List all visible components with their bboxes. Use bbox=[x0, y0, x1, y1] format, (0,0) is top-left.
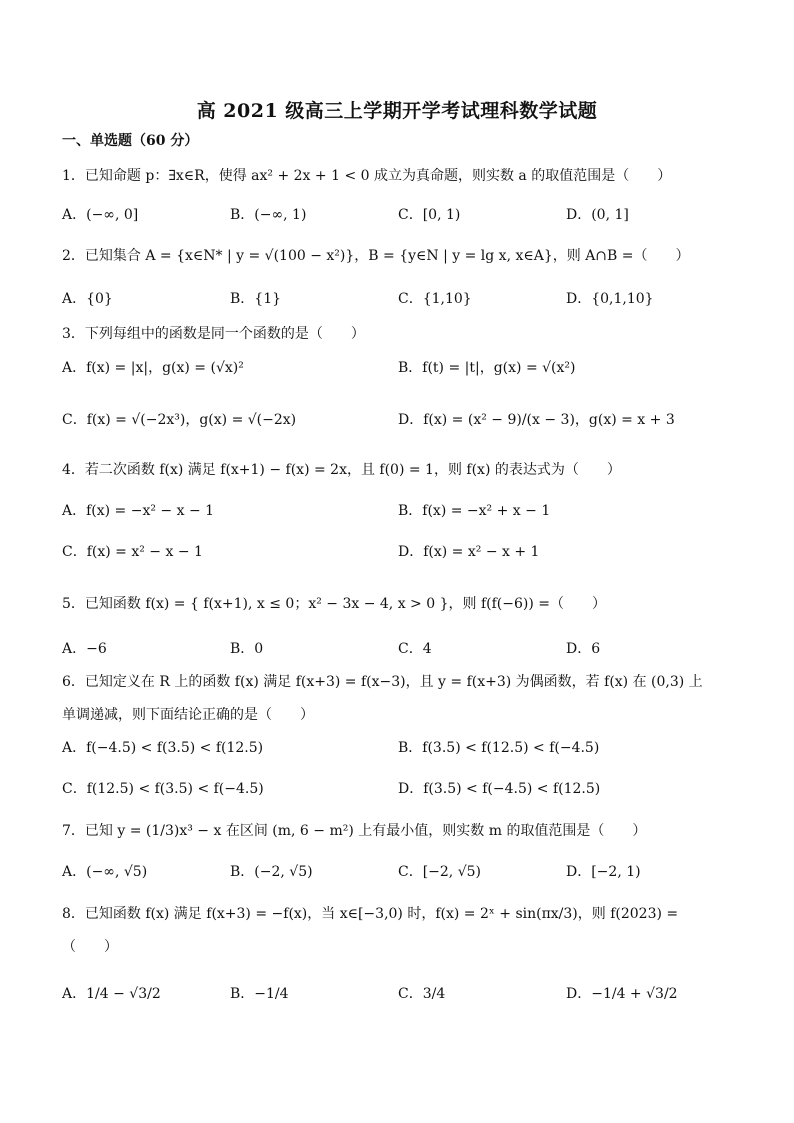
question-7-stem: 7．已知 y = (1/3)x³ − x 在区间 (m, 6 − m²) 上有最小值，则实数 m 的取值范围是（ ） bbox=[62, 823, 647, 839]
question-5-option-b: B．0 bbox=[230, 641, 264, 657]
question-5-option-a: A．−6 bbox=[62, 641, 107, 657]
question-2-stem: 2．已知集合 A = {x∈N* | y = √(100 − x²)}，B = {y∈N | y = lg x, x∈A}，则 A∩B =（ ） bbox=[62, 248, 690, 264]
question-4-option-a: A．f(x) = −x² − x − 1 bbox=[62, 503, 215, 519]
question-2-option-a: A．{0} bbox=[62, 291, 113, 307]
question-8-option-b: B．−1/4 bbox=[230, 986, 289, 1002]
question-2-option-b: B．{1} bbox=[230, 291, 282, 307]
question-6-option-b: B．f(3.5) < f(12.5) < f(−4.5) bbox=[398, 740, 600, 756]
question-1-option-b: B．(−∞, 1) bbox=[230, 207, 307, 223]
question-2-option-d: D．{0,1,10} bbox=[566, 291, 654, 307]
question-8-option-c: C．3/4 bbox=[398, 986, 446, 1002]
question-5-option-c: C．4 bbox=[398, 641, 432, 657]
question-7-option-c: C．[−2, √5) bbox=[398, 864, 482, 880]
question-6-option-c: C．f(12.5) < f(3.5) < f(−4.5) bbox=[62, 781, 264, 797]
question-7-option-d: D．[−2, 1) bbox=[566, 864, 641, 880]
question-6-stem: 6．已知定义在 R 上的函数 f(x) 满足 f(x+3) = f(x−3)，且 y = f(x+3) 为偶函数，若 f(x) 在 (0,3) 上 bbox=[62, 674, 703, 690]
question-7-option-a: A．(−∞, √5) bbox=[62, 864, 148, 880]
page-title: 高 2021 级高三上学期开学考试理科数学试题 bbox=[196, 100, 598, 122]
question-2-option-c: C．{1,10} bbox=[398, 291, 472, 307]
question-8-option-a: A．1/4 − √3/2 bbox=[62, 986, 161, 1002]
question-7-option-b: B．(−2, √5) bbox=[230, 864, 313, 880]
question-8-option-d: D．−1/4 + √3/2 bbox=[566, 986, 678, 1002]
question-6-stem-continued: 单调递减，则下面结论正确的是（ ） bbox=[62, 707, 314, 723]
question-3-stem: 3．下列每组中的函数是同一个函数的是（ ） bbox=[62, 326, 365, 342]
question-3-option-a: A．f(x) = |x|，g(x) = (√x)² bbox=[62, 360, 244, 376]
question-5-option-d: D．6 bbox=[566, 641, 601, 657]
question-4-option-c: C．f(x) = x² − x − 1 bbox=[62, 544, 203, 560]
question-1-option-c: C．[0, 1) bbox=[398, 207, 461, 223]
question-6-option-d: D．f(3.5) < f(−4.5) < f(12.5) bbox=[398, 781, 601, 797]
question-4-stem: 4．若二次函数 f(x) 满足 f(x+1) − f(x) = 2x，且 f(0) = 1，则 f(x) 的表达式为（ ） bbox=[62, 462, 621, 478]
question-1-option-a: A．(−∞, 0] bbox=[62, 207, 139, 223]
question-6-option-a: A．f(−4.5) < f(3.5) < f(12.5) bbox=[62, 740, 264, 756]
question-4-option-b: B．f(x) = −x² + x − 1 bbox=[398, 503, 551, 519]
section-heading: 一、单选题（60 分） bbox=[62, 133, 199, 149]
question-3-option-c: C．f(x) = √(−2x³)，g(x) = √(−2x) bbox=[62, 412, 297, 428]
question-8-stem: 8．已知函数 f(x) 满足 f(x+3) = −f(x)，当 x∈[−3,0) 时，f(x) = 2ˣ + sin(πx/3)，则 f(2023) = bbox=[62, 906, 679, 922]
question-8-stem-continued: （ ） bbox=[62, 939, 118, 955]
question-4-option-d: D．f(x) = x² − x + 1 bbox=[398, 544, 540, 560]
question-1-stem: 1．已知命题 p：∃x∈R，使得 ax² + 2x + 1 < 0 成立为真命题，则实数 a 的取值范围是（ ） bbox=[62, 168, 672, 184]
question-3-option-b: B．f(t) = |t|，g(x) = √(x²) bbox=[398, 360, 576, 376]
question-3-option-d: D．f(x) = (x² − 9)/(x − 3)，g(x) = x + 3 bbox=[398, 412, 675, 428]
question-5-stem: 5．已知函数 f(x) = { f(x+1), x ≤ 0；x² − 3x − 4, x > 0 }，则 f(f(−6)) =（ ） bbox=[62, 596, 606, 612]
question-1-option-d: D．(0, 1] bbox=[566, 207, 629, 223]
